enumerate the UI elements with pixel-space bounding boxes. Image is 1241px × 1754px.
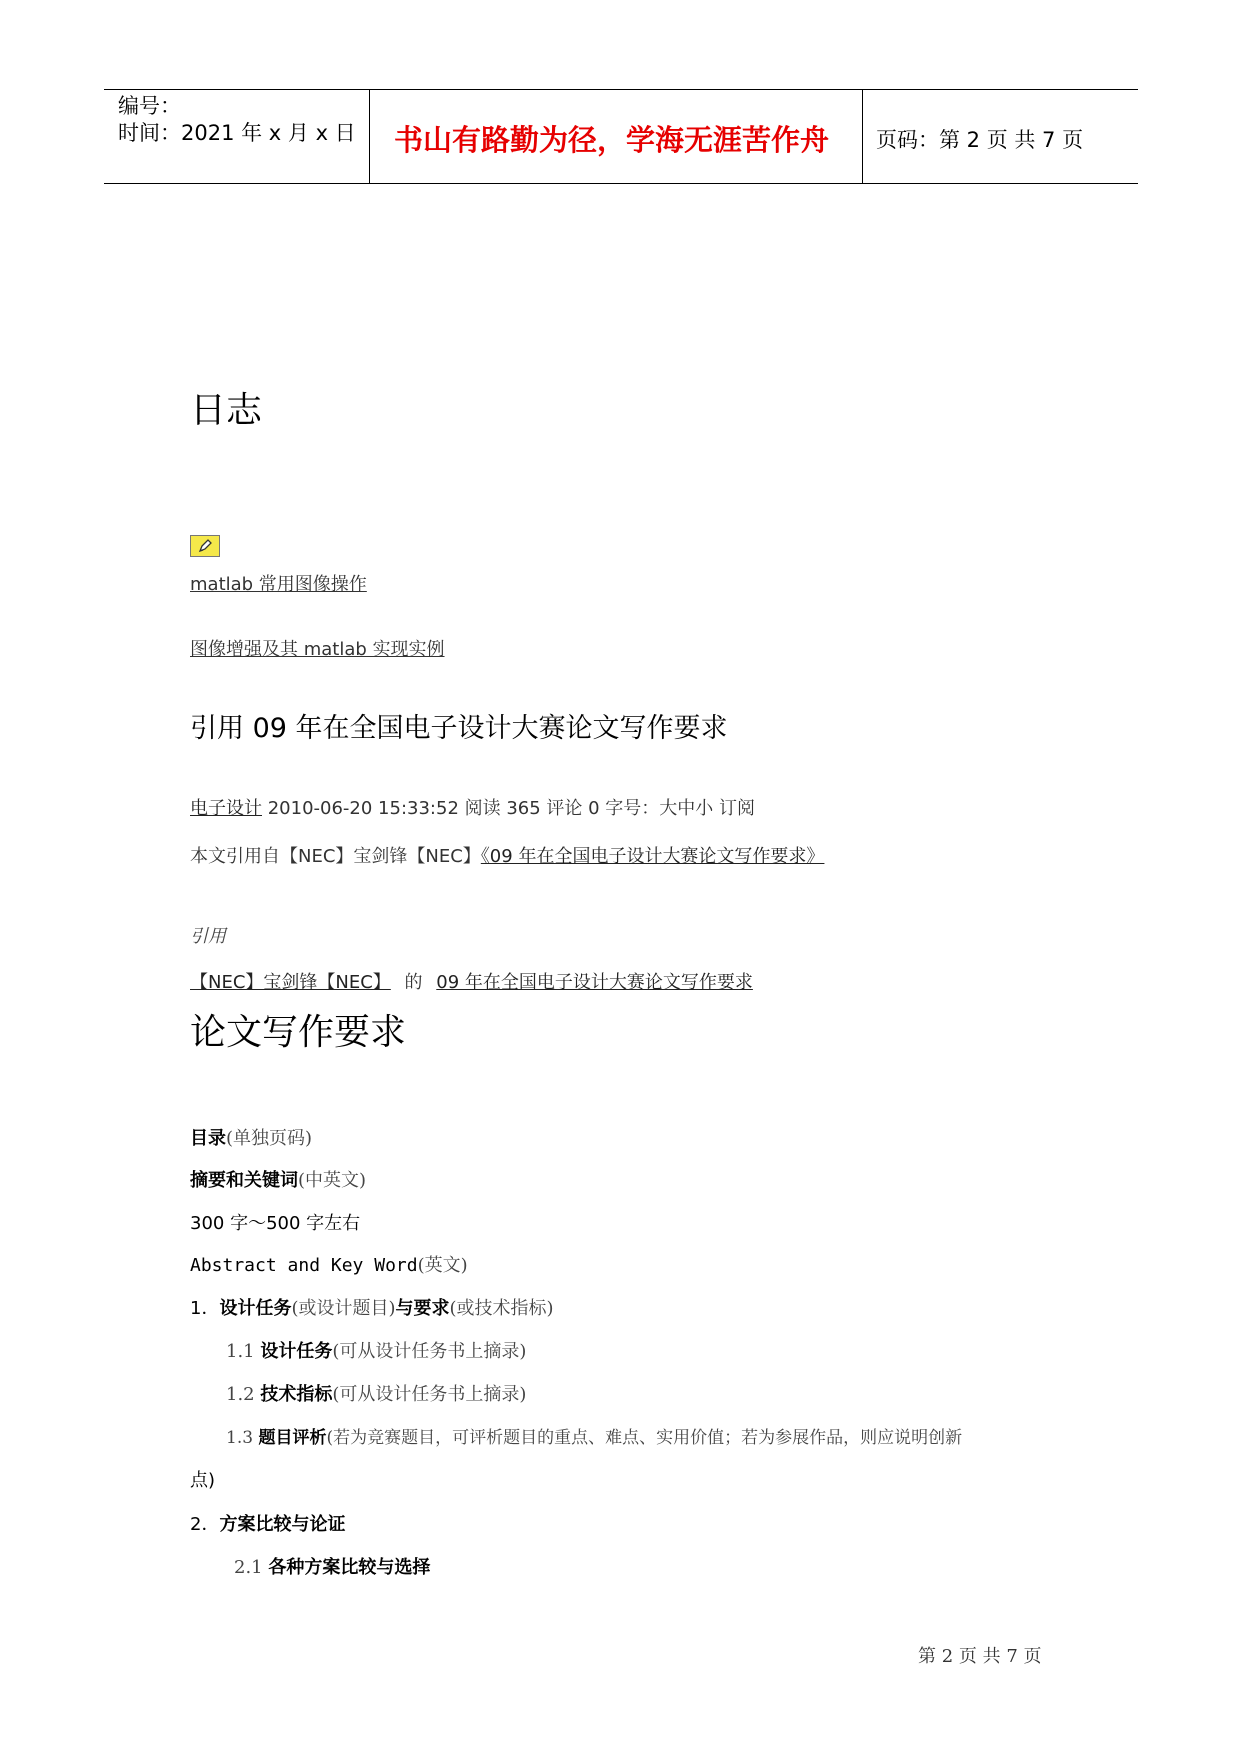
toc-s12-bold: 技术指标 (260, 1384, 333, 1405)
toc-s11-note: (可从设计任务书上摘录) (332, 1341, 527, 1362)
article-meta (190, 794, 755, 820)
toc-s13-note: (若为竞赛题目，可评析题目的重点、难点、实用价值；若为参展作品，则应说明创新 (326, 1428, 963, 1448)
page-footer: 第 2 页 共 7 页 (918, 1646, 1042, 1667)
pencil-glyph (197, 538, 213, 554)
original-article-link[interactable]: 09 年在全国电子设计大赛论文写作要求 (436, 972, 753, 993)
toc-section-1-2 (226, 1380, 526, 1406)
toc-s13-num: 1.3 (226, 1428, 259, 1448)
toc-section-1 (190, 1294, 554, 1320)
header-top-rule (104, 89, 1138, 90)
section-title: 论文写作要求 (190, 1012, 407, 1053)
header-divider-right (862, 90, 863, 184)
toc-word-count: 300 字～500 字左右 (190, 1213, 361, 1234)
toc-section-1-3-cont: 点) (190, 1470, 216, 1491)
category-link[interactable]: 电子设计 (190, 798, 262, 819)
toc-section-1-1 (226, 1337, 526, 1363)
header-divider-left (369, 90, 370, 184)
toc-s1-num: 1． (190, 1298, 220, 1319)
toc-abstract-note: (中英文) (298, 1170, 367, 1191)
toc-s2-bold: 方案比较与论证 (219, 1514, 346, 1535)
quote-source-line (190, 842, 824, 868)
quote-author-line (190, 968, 753, 994)
article-title: 引用 09 年在全国电子设计大赛论文写作要求 (190, 713, 728, 744)
toc-s12-num: 1.2 (226, 1384, 261, 1405)
toc-s2-num: 2． (190, 1514, 220, 1535)
toc-s1-bold1: 设计任务 (219, 1298, 292, 1319)
toc-s11-num: 1.1 (226, 1341, 261, 1362)
meta-rest: 2010-06-20 15:33:52 阅读 365 评论 0 字号：大中小 订阅 (262, 798, 756, 819)
toc-section-1-3 (226, 1423, 962, 1448)
page-title: 日志 (190, 390, 263, 431)
toc-mulu-label: 目录 (190, 1128, 226, 1149)
toc-s1-note2: (或技术指标) (449, 1298, 554, 1319)
quote-prefix: 本文引用自【NEC】宝剑锋【NEC】 (190, 846, 481, 867)
header-time-label: 时间：2021 年 x 月 x 日 (118, 121, 356, 145)
toc-s11-bold: 设计任务 (260, 1341, 333, 1362)
header-number-label: 编号： (118, 94, 181, 118)
quote-source-link[interactable]: 《09 年在全国电子设计大赛论文写作要求》 (480, 846, 825, 867)
quote-label: 引用 (190, 926, 226, 947)
toc-abstract-en-label: Abstract and Key Word (190, 1255, 418, 1276)
toc-s1-note1: (或设计题目) (291, 1298, 396, 1319)
author-de: 的 (404, 972, 423, 993)
header-motto: 书山有路勤为径，学海无涯苦作舟 (394, 123, 830, 157)
toc-abstract-en-note: (英文) (417, 1255, 468, 1276)
link-image-enhance[interactable]: 图像增强及其 matlab 实现实例 (190, 639, 445, 660)
toc-s21-num: 2.1 (234, 1557, 269, 1578)
link-matlab-ops[interactable]: matlab 常用图像操作 (190, 574, 367, 595)
author-link[interactable]: 【NEC】宝剑锋【NEC】 (190, 972, 391, 993)
toc-abstract-label: 摘要和关键词 (190, 1170, 298, 1191)
header-page-info: 页码：第 2 页 共 7 页 (876, 128, 1084, 152)
toc-abstract-en (190, 1251, 468, 1277)
toc-section-2-1 (234, 1553, 430, 1579)
toc-section-2 (190, 1510, 345, 1536)
header-bottom-rule (104, 183, 1138, 184)
toc-s12-note: (可从设计任务书上摘录) (332, 1384, 527, 1405)
toc-abstract (190, 1166, 366, 1192)
toc-s1-bold2: 与要求 (395, 1298, 450, 1319)
toc-s21-bold: 各种方案比较与选择 (268, 1557, 431, 1578)
pencil-icon[interactable] (190, 535, 220, 557)
toc-mulu (190, 1124, 312, 1150)
toc-mulu-note: (单独页码) (226, 1128, 313, 1149)
toc-s13-bold: 题目评析 (258, 1428, 327, 1448)
